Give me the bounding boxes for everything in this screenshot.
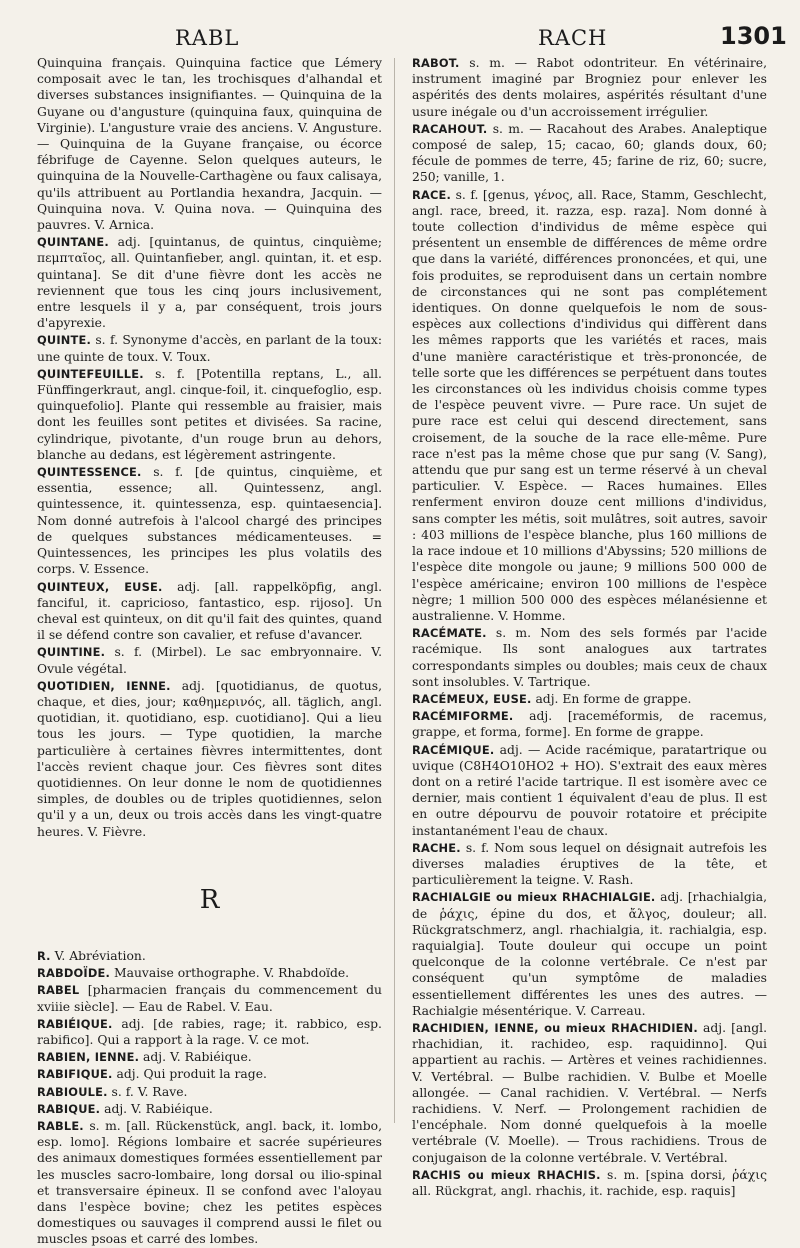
entry-headword: RACHIS ou mieux RHACHIS. [412,1167,601,1182]
left-column [37,55,382,1248]
entry-headword: RABOT. [412,56,460,70]
dictionary-entry [412,742,767,839]
entry-headword: RABIEN, IENNE. [37,1050,140,1065]
entry-definition: Quinquina français. Quinquina factice que Lémery composait avec le tan, les trochisques d'alhandal et diverses substances insignifiantes. — Quinquina de la Guyane ou d'angusture (quinquina faux, quinquina de Virginie). L'angusture vraie des anciens. V. Angusture. — Quinquina de la Guyane française, ou écorce fébrifuge de Cayenne. Selon quelques auteurs, le quinquina de la Nouvelle-Carthagène ou faux calisaya, qu'ils attribuent au Portlandia hexandra, Jacquin. — Quinquina nova. V. Quina nova. — Quinquina des pauvres. V. Arnica. [37,56,382,233]
section-letter: R [199,884,220,915]
entry-definition: adj. [de rabies, rage; it. rabbico, esp. rabifico]. Qui a rapport à la rage. V. ce mot. [37,1016,382,1047]
page-number: 1301 [720,22,787,50]
entry-definition: adj. [angl. rhachidian, it. rachideo, esp. raquidinno]. Qui appartient au rachis. — Artères et veines rachidiennes. V. Vertébral. — Bulbe rachidien. V. Bulbe et Moelle allongée. — Canal rachidien. V. Vertébral. — Nerfs rachidiens. V. Nerf. — Prolongement rachidien de l'encéphale. Nom donné quelquefois à la moelle vertébrale (V. Moelle). — Trous rachidiens. Trous de conjugaison de la colonne vertébrale. V. Vertébral. [412,1020,767,1165]
dictionary-entry [37,55,382,233]
dictionary-entry [37,579,382,644]
entry-headword: RACÉMIQUE. [412,742,495,757]
entry-definition: adj. V. Rabiéique. [100,1101,213,1116]
entry-definition: s. f. [genus, γένος, all. Race, Stamm, Geschlecht, angl. race, breed, it. razza, esp. raza]. Nom donné à toute collection d'individus de même espèce qui présentent un ensemble de différences de même ordre que dans la variété, différences prononcées, et qui, une fois produites, se reproduisent dans un certain nombre de circonstances qui ne sont pas complétement identiques. On donne quelquefois le nom de sous-espèces aux collections d'individus qui diffèrent dans les mêmes rapports que les variétés et races, mais d'une manière caractéristique et très-prononcée, de telle sorte que les différences se perpétuent dans toutes les circonstances où les individus choisis comme types de l'espèce peuvent vivre. — Pure race. Un sujet de pure race est celui qui descend directement, sans croisement, de la souche de la race elle-même. Pure race n'est pas la même chose que pur sang (V. Sang), attendu que pur sang est un terme réservé à un cheval particulier. V. Espèce. — Races humaines. Elles renferment environ douze cent millions d'individus, sans compter les métis, soit mulâtres, soit autres, savoir : 403 millions de l'espèce blanche, plus 160 millions de la race indoue et 10 millions d'Abyssins; 520 millions de l'espèce dite mongole ou jaune; 9 millions 500 000 de l'espèce américaine; environ 100 millions de l'espèce nègre; 1 million 500 000 des espèces mélanésienne et australienne. V. Homme. [412,187,767,623]
entry-headword: RACHIALGIE ou mieux RHACHIALGIE. [412,890,656,905]
dictionary-entry [37,366,382,463]
dictionary-entry [37,1066,382,1082]
entry-definition: adj. [raceméformis, de racemus, grappe, et forma, forme]. En forme de grappe. [412,709,767,740]
entry-definition: V. Abréviation. [50,948,146,963]
entry-headword: RABIQUE. [37,1101,101,1116]
left-entries-before [37,55,382,840]
dictionary-entry [37,644,382,676]
dictionary-entry [412,625,767,690]
entry-headword: RACÉMATE. [412,626,487,641]
entry-definition: Mauvaise orthographe. V. Rhabdoïde. [110,966,350,981]
entry-headword: RABLE. [37,1118,84,1133]
entry-headword: QUINTE. [37,333,91,348]
dictionary-entry [412,1167,767,1199]
entry-headword: QUINTINE. [37,645,106,660]
entry-headword: QUINTANE. [37,235,109,250]
dictionary-entry [37,1016,382,1048]
dictionary-entry [37,464,382,577]
dictionary-entry [412,55,767,120]
dictionary-entry [37,332,382,364]
dictionary-entry [37,1118,382,1248]
entry-headword: RACHIDIEN, IENNE, ou mieux RHACHIDIEN. [412,1020,698,1035]
dictionary-entry [412,708,767,740]
dictionary-entry [412,187,767,624]
entry-headword: RACAHOUT. [412,121,488,136]
entry-definition: adj. En forme de grappe. [531,691,692,706]
right-column [412,55,767,1199]
entry-definition: s. f. [de quintus, cinquième, et essentia, essence; all. Quintessenz, angl. quintessence, it. quintessenza, esp. quintaesencia]. Nom donné autrefois à l'alcool chargé des principes de quelques substances médicamenteuses. = Quintessences, les principes les plus volatils des corps. V. Essence. [37,465,382,577]
dictionary-entry [37,678,382,840]
column-divider [394,58,395,1123]
entry-headword: QUINTEUX, EUSE. [37,579,163,594]
dictionary-entry [37,1101,382,1117]
entry-headword: QUOTIDIEN, IENNE. [37,678,171,693]
left-entries-after [37,948,382,1248]
entry-headword: RABDOÏDE. [37,966,111,981]
entry-headword: RABEL [37,983,80,998]
dictionary-entry [412,840,767,889]
dictionary-entry [37,965,382,981]
dictionary-entry [37,948,382,964]
entry-definition: adj. [quotidianus, de quotus, chaque, et dies, jour; καθημερινός, all. täglich, angl. quotidian, it. quotidiano, esp. cuotidiano]. Qui a lieu tous les jours. — Type quotidien, la marche particulière à certaines fièvres intermittentes, dont l'accès revient chaque jour. Ces fièvres sont dites quotidiennes. On leur donne le nom de quotidiennes simples, de doubles ou de triples quotidiennes, selon qu'il y a un, deux ou trois accès dans les vingt-quatre heures. V. Fièvre. [37,678,382,839]
entry-definition: s. f. [Potentilla reptans, L., all. Fünffingerkraut, angl. cinque-foil, it. cinquefoglio, esp. quinquefolio]. Plante qui ressemble au fraisier, mais dont les feuilles sont petites et divisées. Sa racine, cylindrique, pivotante, d'un rouge brun au dehors, blanche au dedans, est légèrement astringente. [37,366,382,462]
entry-definition: adj. [quintanus, de quintus, cinquième; πεμπταῖος, all. Quintanfieber, angl. quintan, it. et esp. quintana]. Se dit d'une fièvre dont les accès ne reviennent que tous les cinq jours inclusivement, entre lesquels il y a, par conséquent, trois jours d'apyrexie. [37,235,382,331]
entry-definition: s. m. — Rabot odontriteur. En vétérinaire, instrument imaginé par Brogniez pour enlever les aspérités des dents molaires, aspérités résultant d'une usure inégale ou d'un accroissement irrégulier. [412,56,767,119]
entry-definition: s. f. Nom sous lequel on désignait autrefois les diverses maladies éruptives de la tête, et particulièrement la teigne. V. Rash. [412,840,767,888]
entry-definition: s. f. (Mirbel). Le sac embryonnaire. V. Ovule végétal. [37,645,382,676]
page-header [0,22,800,52]
right-entries [412,55,767,1199]
dictionary-entry [412,691,767,707]
entry-definition: adj. Qui produit la rage. [112,1067,267,1082]
entry-headword: RABIÉIQUE. [37,1016,113,1031]
entry-headword: RABIOULE. [37,1084,108,1099]
entry-headword: R. [37,948,51,963]
entry-definition: adj. [rhachialgia, de ῥάχις, épine du dos, et ἄλγος, douleur; all. Rückgratschmerz, angl. rhachialgia, it. rachialgia, esp. raquialgia]. Toute douleur qui occupe un point quelconque de la colonne vertébrale. Ce n'est par conséquent qu'un symptôme de maladies essentiellement différentes les unes des autres. — Rachialgie mésentérique. V. Carreau. [412,890,767,1018]
entry-headword: RABIFIQUE. [37,1067,113,1082]
entry-definition: s. f. Synonyme d'accès, en parlant de la toux: une quinte de toux. V. Toux. [37,333,382,364]
dictionary-entry [412,889,767,1019]
dictionary-entry [412,121,767,186]
entry-definition: [pharmacien français du commencement du xviiie siècle]. — Eau de Rabel. V. Eau. [37,983,382,1014]
running-head-left: RABL [175,26,240,50]
entry-headword: QUINTESSENCE. [37,465,142,480]
entry-definition: s. m. Nom des sels formés par l'acide racémique. Ils sont analogues aux tartrates correspondants simples ou doubles; mais ceux de chaux sont insolubles. V. Tartrique. [412,626,767,689]
dictionary-entry [37,982,382,1014]
dictionary-entry [37,1049,382,1065]
entry-headword: RACÉMIFORME. [412,709,514,724]
entry-headword: QUINTEFEUILLE. [37,366,144,381]
entry-definition: adj. — Acide racémique, paratartrique ou uvique (C8H4O10HO2 + HO). S'extrait des eaux mères dont on a retiré l'acide tartrique. Il est isomère avec ce dernier, mais contient 1 équivalent d'eau de plus. Il est en outre dépourvu de pouvoir rotatoire et précipite instantanément l'eau de chaux. [412,742,767,838]
entry-headword: RACE. [412,187,452,202]
entry-headword: RACÉMEUX, EUSE. [412,691,532,706]
entry-definition: s. m. [all. Rückenstück, angl. back, it. lombo, esp. lomo]. Régions lombaire et sacrée supérieures des animaux domestiques formées essentiellement par les muscles sacro-lombaire, long dorsal ou ilio-spinal et transversaire épineux. Il se confond avec l'aloyau dans l'espèce bovine; chez les petites espèces domestiques ou sauvages il comprend aussi le filet ou muscles psoas et carré des lombes. [37,1118,382,1247]
entry-definition: s. m. [spina dorsi, ῥάχις all. Rückgrat, angl. rhachis, it. rachide, esp. raquis] [412,1167,767,1199]
running-head-right: RACH [538,26,608,50]
dictionary-entry [37,1084,382,1100]
entry-definition: s. f. V. Rave. [107,1084,188,1099]
dictionary-entry [37,234,382,331]
entry-definition: adj. V. Rabiéique. [139,1050,252,1065]
dictionary-entry [412,1020,767,1166]
entry-definition: adj. [all. rappelköpfig, angl. fanciful, it. capricioso, fantastico, esp. rijoso]. Un cheval est quinteux, on dit qu'il fait des quintes, quand il se défend contre son cavalier, et refuse d'avancer. [37,579,382,643]
entry-definition: s. m. — Racahout des Arabes. Analeptique composé de salep, 15; cacao, 60; glands doux, 60; fécule de pommes de terre, 45; farine de riz, 60; sucre, 250; vanille, 1. [412,121,767,185]
entry-headword: RACHE. [412,840,461,855]
